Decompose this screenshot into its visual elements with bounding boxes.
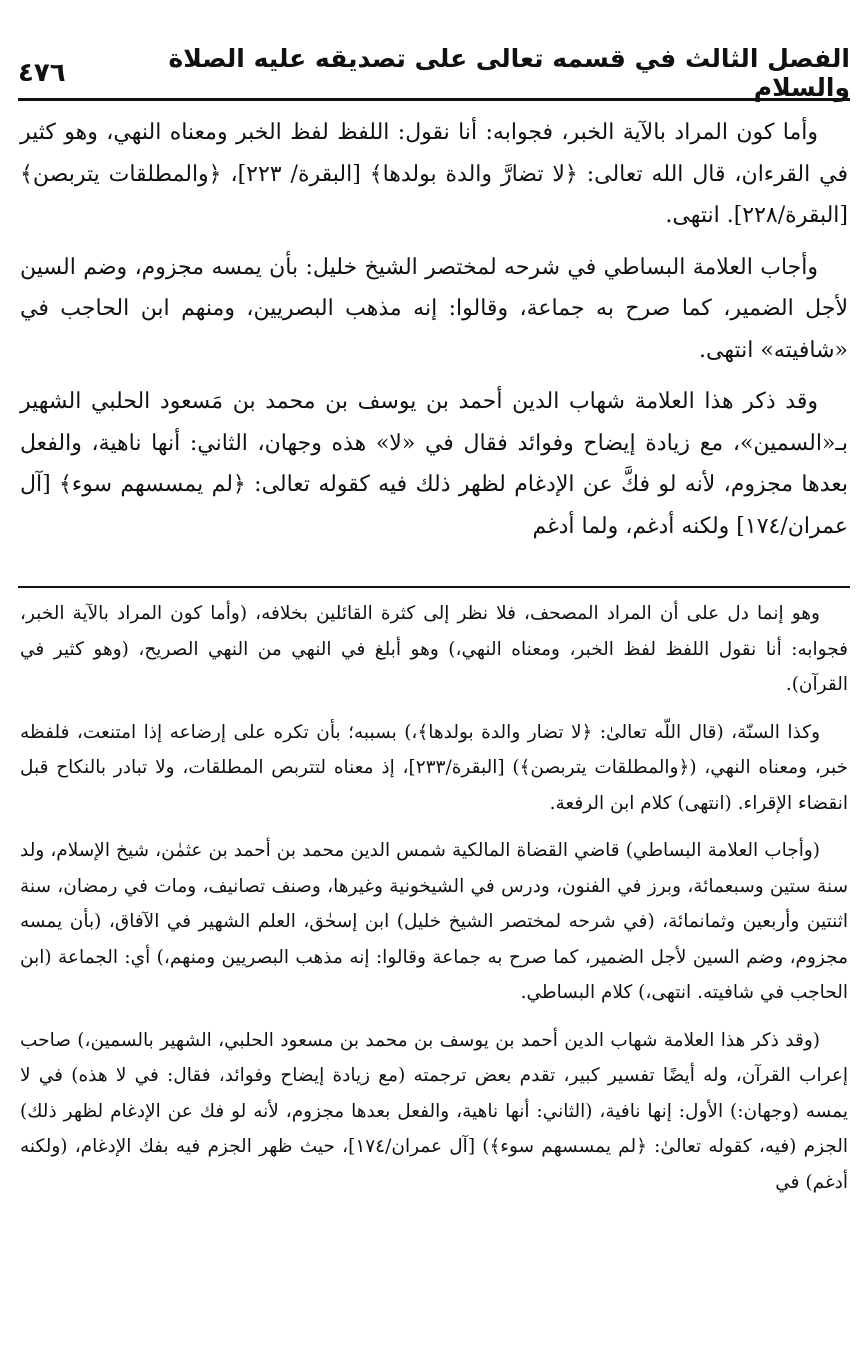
main-paragraph: وأما كون المراد بالآية الخبر، فجوابه: أنا نقول: اللفظ لفظ الخبر ومعناه النهي، وهو كثير في القرءان، قال الله تعالى: ﴿لا تضارَّ والدة بولدها﴾ [البقرة/ ٢٢٣]، ﴿والمطلقات يتربصن﴾ [البقرة/٢٢٨]. انتهى. (20, 120, 848, 228)
commentary-text (20, 596, 848, 1212)
main-text (20, 112, 848, 557)
footnote-divider (18, 586, 850, 588)
commentary-paragraph: وكذا السنّة، (قال اللّه تعالىٰ: ﴿لا تضار والدة بولدها﴾،) بسببه؛ بأن تكره على إرضاعه إذا امتنعت، فلفظه خبر، ومعناه النهي، (﴿والمطلقات يتربصن﴾) [البقرة/٢٣٣]، إذ معناه لتتربص المطلقات، ولا تبادر بالنكاح قبل انقضاء الإقراء. (انتهى) كلام ابن الرفعة. (20, 721, 848, 814)
page-header (18, 44, 850, 102)
commentary-paragraph: (وقد ذكر هذا العلامة شهاب الدين أحمد بن يوسف بن محمد بن مسعود الحلبي، الشهير بالسمين،) صاحب إعراب القرآن، وله أيضًا تفسير كبير، تقدم بعض ترجمته (مع زيادة إيضاح وفوائد، فقال: في لا هذه) في لا يمسه (وجهان:) الأول: إنها نافية، (الثاني: أنها ناهية، والفعل بعدها مجزوم، لأنه لو فك عن الإدغام لظهر ذلك) الجزم (فيه، كقوله تعالىٰ: ﴿لم يمسسهم سوء﴾) [آل عمران/١٧٤]، حيث ظهر الجزم فيه بفك الإدغام، (ولكنه أدغم) في (20, 1029, 848, 1193)
commentary-paragraph: (وأجاب العلامة البساطي) قاضي القضاة المالكية شمس الدين محمد بن أحمد بن عثمٰن، شيخ الإسلام، ولد سنة ستين وسبعمائة، وبرز في الفنون، ودرس في الشيخونية وغيرها، وصنف تصانيف، ومات في رمضان، سنة اثنتين وأربعين وثمانمائة، (في شرحه لمختصر الشيخ خليل) ابن إسحٰق، العلم الشهير في الآفاق، (بأن يمسه مجزوم، وضم السين لأجل الضمير، كما صرح به جماعة وقالوا: إنه مذهب البصريين ومنهم،) أي: الجماعة (ابن الحاجب في شافيته. انتهى،) كلام البساطي. (20, 840, 848, 1003)
chapter-title: الفصل الثالث في قسمه تعالى على تصديقه عليه الصلاة والسلام (168, 44, 850, 102)
page-number: ٤٧٦ (18, 58, 66, 88)
commentary-paragraph: وهو إنما دل على أن المراد المصحف، فلا نظر إلى كثرة القائلين بخلافه، (وأما كون المراد بالآية الخبر، فجوابه: أنا نقول اللفظ لفظ الخبر، ومعناه النهي،) وهو أبلغ في النهي من النهي الصريح، (وهو كثير في القرآن). (20, 603, 848, 695)
main-paragraph: وقد ذكر هذا العلامة شهاب الدين أحمد بن يوسف بن محمد بن مَسعود الحلبي الشهير بـ«السمين»، مع زيادة إيضاح وفوائد فقال في «لا» هذه وجهان، الثاني: أنها ناهية، والفعل بعدها مجزوم، لأنه لو فكَّ عن الإدغام لظهر ذلك فيه كقوله تعالى: ﴿لم يمسسهم سوء﴾ [آل عمران/١٧٤] ولكنه أدغم، ولما أدغم (20, 389, 848, 539)
main-paragraph: وأجاب العلامة البساطي في شرحه لمختصر الشيخ خليل: بأن يمسه مجزوم، وضم السين لأجل الضمير، كما صرح به جماعة، وقالوا: إنه مذهب البصريين، ومنهم ابن الحاجب في «شافيته» انتهى. (20, 254, 848, 363)
